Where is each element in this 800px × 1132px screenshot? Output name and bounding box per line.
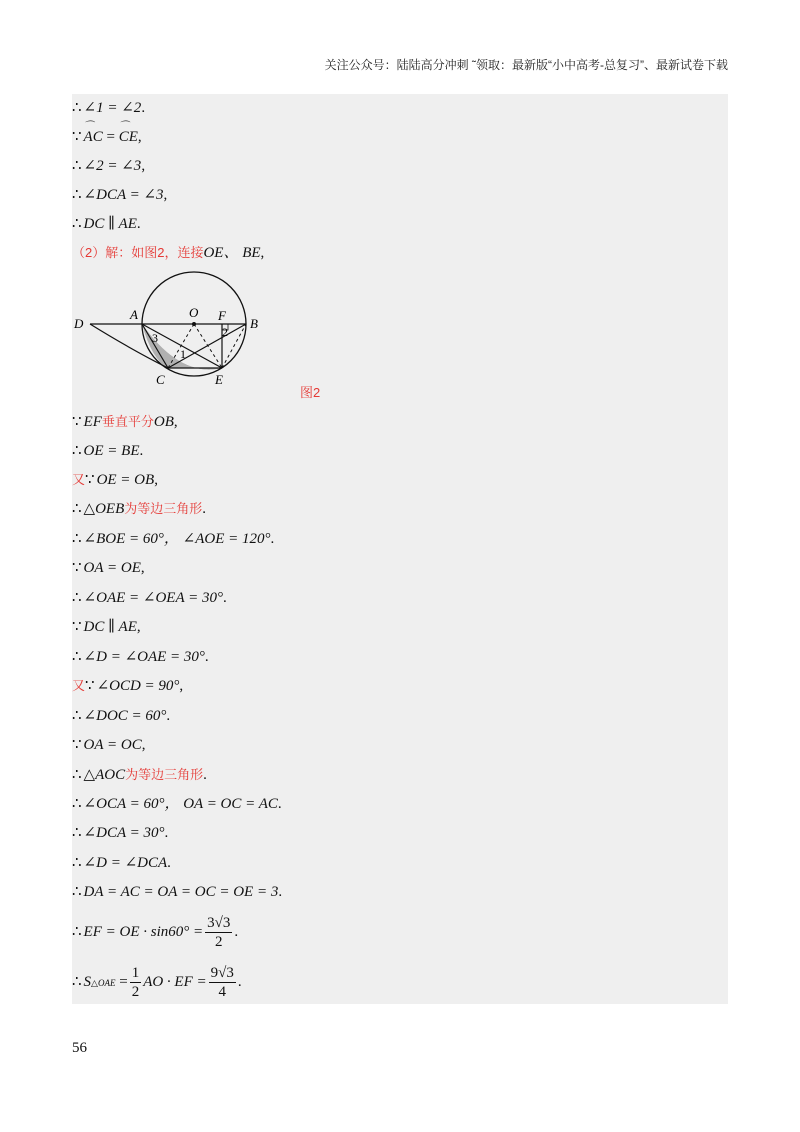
step-line: ∴ ∠2 = ∠3, <box>72 158 146 174</box>
step-line: ∴ ∠OCA = 60°， OA = OC = AC. <box>72 796 282 812</box>
label-D: D <box>74 316 84 331</box>
step-line: ∴ DC ∥ AE. <box>72 216 141 232</box>
step-line: 又∵ OE = OB, <box>72 472 158 488</box>
step-line: ∴ ∠DOC = 60°. <box>72 708 171 724</box>
step-line: ∵ EF垂直平分OB, <box>72 414 178 430</box>
step-line: ∴ △OEB为等边三角形. <box>72 501 207 517</box>
step-line: ∵⌒ AC = ⌒ CE, <box>72 127 142 147</box>
step-line: ∴ ∠D = ∠OAE = 30°. <box>72 649 209 665</box>
fraction: $\frac{1}{2}$ <box>131 965 140 1001</box>
label-angle-2: 2 <box>222 325 228 339</box>
step-line: ∴ △AOC为等边三角形. <box>72 767 207 783</box>
label-A: A <box>130 307 138 322</box>
label-F: F <box>218 308 226 323</box>
step-line: ∵ OA = OC, <box>72 737 146 753</box>
step-line: ∴ ∠DCA = 30°. <box>72 825 169 841</box>
step-line: ∴ ∠DCA = ∠3, <box>72 187 168 203</box>
label-angle-1: 1 <box>180 347 186 361</box>
step-line: ∵ OA = OE, <box>72 560 145 576</box>
label-angle-3: 3 <box>152 331 158 345</box>
step-line: ∴ ∠BOE = 60°， ∠AOE = 120°. <box>72 531 275 547</box>
page-number: 56 <box>72 1040 87 1056</box>
step-line: 又∵ ∠OCD = 90°, <box>72 678 184 694</box>
circle-diagram <box>72 270 292 390</box>
label-C: C <box>156 372 165 387</box>
fraction: $\frac{3√3}{2}$ <box>207 915 231 951</box>
step-line: ∴ ∠OAE = ∠OEA = 30°. <box>72 590 227 606</box>
step-line: ∴ EF = OE · sin60° = $\frac{3√3}{2}$ . <box>72 915 239 951</box>
figure-caption: 图2 <box>300 385 321 400</box>
step-line: （2）解：如图2，连接OE、 BE, <box>72 245 265 261</box>
step-line: ∴ ∠1 = ∠2. <box>72 100 146 116</box>
label-O: O <box>189 305 199 320</box>
step-line: ∴ S△OAE = $\frac{1}{2}$ AO · EF = $\frac{9√3}{4}$ . <box>72 965 242 1001</box>
page-header: 关注公众号：陆陆高分冲刺 ˜领取：最新版“小中高考-总复习”、最新试卷下载 <box>324 58 728 72</box>
label-B: B <box>250 316 258 331</box>
step-line: ∵ DC ∥ AE, <box>72 619 141 635</box>
step-line: ∴ DA = AC = OA = OC = OE = 3. <box>72 884 283 900</box>
fraction: $\frac{9√3}{4}$ <box>210 965 234 1001</box>
geometry-figure <box>72 270 292 395</box>
label-E: E <box>215 372 223 387</box>
step-line: ∴ OE = BE. <box>72 443 144 459</box>
solution-panel <box>72 94 728 1004</box>
step-line: ∴ ∠D = ∠DCA. <box>72 855 171 871</box>
